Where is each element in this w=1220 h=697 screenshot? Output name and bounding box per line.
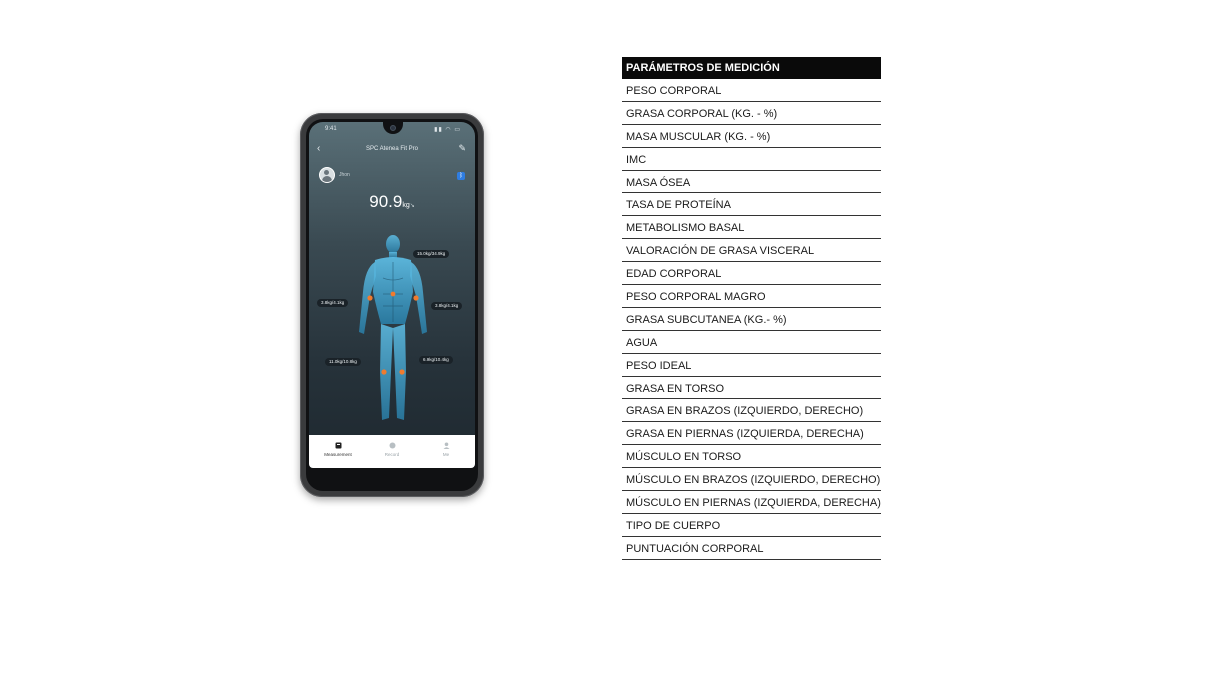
signal-wifi-battery-icon: ▮▮ ◠ ▭: [434, 127, 461, 133]
table-row: MASA ÓSEA: [622, 171, 881, 194]
nav-me[interactable]: [421, 442, 471, 457]
nav-label: Record: [384, 452, 400, 457]
table-row: MÚSCULO EN TORSO: [622, 445, 881, 468]
record-icon: [389, 442, 396, 449]
table-row: GRASA EN BRAZOS (IZQUIERDO, DERECHO): [622, 399, 881, 422]
app-title: SPC Atenea Fit Pro: [365, 146, 419, 152]
nav-record[interactable]: [367, 442, 417, 457]
table-row: TIPO DE CUERPO: [622, 514, 881, 537]
measurement-parameters-table: [622, 57, 881, 560]
table-row: MASA MUSCULAR (KG. - %): [622, 125, 881, 148]
weight-value: 90.9: [369, 192, 403, 211]
nav-label: Me: [442, 452, 450, 457]
table-row: GRASA SUBCUTANEA (KG.- %): [622, 308, 881, 331]
table-row: PUNTUACIÓN CORPORAL: [622, 537, 881, 560]
weight-display: [309, 192, 475, 212]
nav-measurement[interactable]: [313, 442, 363, 457]
body-muscle-figure: [351, 232, 435, 432]
table-row: MÚSCULO EN PIERNAS (IZQUIERDA, DERECHA): [622, 491, 881, 514]
table-row: AGUA: [622, 331, 881, 354]
body-tag-right-arm: 3.8kg/4.1kg: [431, 302, 462, 310]
weight-unit: kg: [402, 202, 410, 209]
table-row: GRASA CORPORAL (KG. - %): [622, 102, 881, 125]
user-icon: [443, 442, 450, 449]
nav-label: Measurement: [324, 452, 352, 457]
bluetooth-icon[interactable]: ᛒ: [457, 172, 465, 180]
bottom-nav: [309, 435, 475, 468]
table-row: MÚSCULO EN BRAZOS (IZQUIERDO, DERECHO): [622, 468, 881, 491]
table-row: PESO CORPORAL: [622, 79, 881, 102]
camera-notch: [383, 122, 403, 134]
table-row: TASA DE PROTEÍNA: [622, 193, 881, 216]
scale-icon: [335, 442, 342, 449]
body-tag-left-arm: 3.8kg/4.1kg: [317, 299, 348, 307]
user-name: Jhon: [339, 172, 350, 178]
body-tag-right-leg: 6.9kg/10.4kg: [419, 356, 453, 364]
avatar[interactable]: [319, 167, 335, 183]
table-row: EDAD CORPORAL: [622, 262, 881, 285]
phone-bezel: [306, 119, 478, 491]
table-body: [622, 79, 881, 560]
table-row: GRASA EN PIERNAS (IZQUIERDA, DERECHA): [622, 422, 881, 445]
phone-mockup: [300, 113, 484, 497]
app-header: [309, 142, 475, 158]
camera-icon: [390, 125, 396, 131]
body-tag-torso: 15.0kg/34.9kg: [413, 250, 449, 258]
table-header: PARÁMETROS DE MEDICIÓN: [622, 57, 881, 79]
body-tag-left-leg: 11.0kg/10.8kg: [325, 358, 361, 366]
table-row: VALORACIÓN DE GRASA VISCERAL: [622, 239, 881, 262]
trend-arrow-icon: ↘: [409, 203, 415, 209]
table-row: METABOLISMO BASAL: [622, 216, 881, 239]
phone-screen: [309, 122, 475, 468]
status-time: 9:41: [325, 126, 337, 132]
back-arrow-icon[interactable]: ‹: [317, 143, 321, 154]
table-row: GRASA EN TORSO: [622, 377, 881, 400]
table-row: PESO IDEAL: [622, 354, 881, 377]
edit-icon[interactable]: ✎: [458, 143, 466, 153]
table-row: PESO CORPORAL MAGRO: [622, 285, 881, 308]
table-row: IMC: [622, 148, 881, 171]
